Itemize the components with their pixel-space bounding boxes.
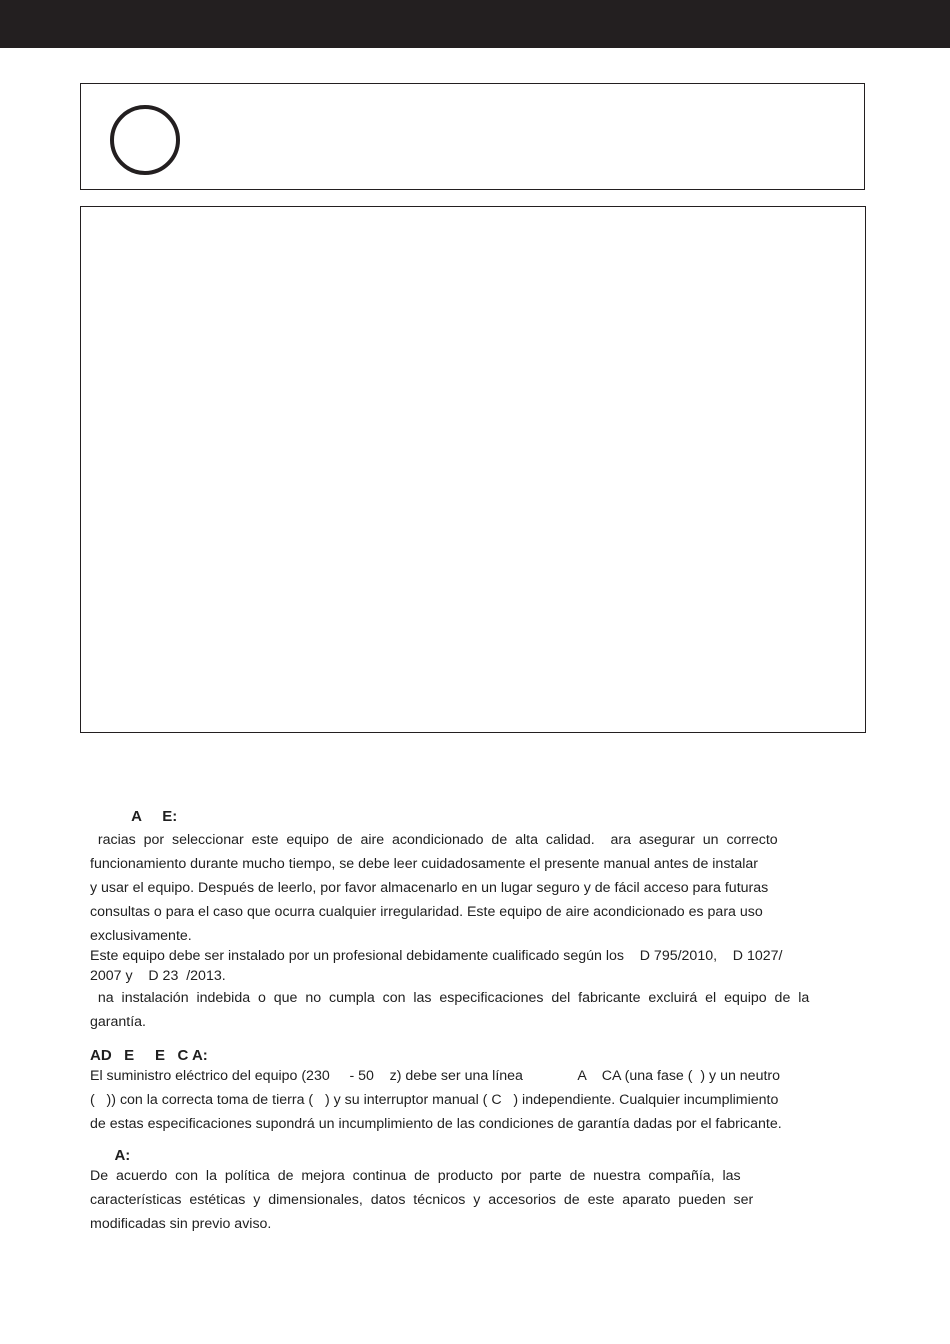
- electrical-paragraph: [90, 1064, 842, 1136]
- text-line: modificadas sin previo aviso.: [90, 1216, 272, 1232]
- important-paragraph-3: [90, 986, 842, 1034]
- document-text: [90, 806, 842, 1236]
- text-line: características estéticas y dimensionales, datos técnicos y accesorios de este aparato pueden ser: [90, 1192, 754, 1208]
- text-line: El suministro eléctrico del equipo (230 - 50 z) debe ser una línea A CA (una fase ( ) y un neutro: [90, 1068, 781, 1084]
- important-heading: A E:: [90, 808, 178, 825]
- circle-outline-icon: [110, 105, 180, 175]
- text-line: na instalación indebida o que no cumpla con las especificaciones del fabricante excluirá el equipo de la: [90, 990, 810, 1006]
- text-line: ( )) con la correcta toma de tierra ( ) y su interruptor manual ( C ) independiente. Cualquier incumplimiento: [90, 1092, 779, 1108]
- image-frame: [80, 206, 866, 733]
- notice-heading: A:: [90, 1147, 131, 1164]
- notice-paragraph: [90, 1164, 842, 1236]
- electrical-heading: AD E E C A:: [90, 1047, 208, 1064]
- text-line: garantía.: [90, 1014, 147, 1030]
- text-line: 2007 y D 23 /2013.: [90, 968, 226, 984]
- important-paragraph-1: [90, 828, 842, 948]
- important-paragraph-2: [90, 946, 842, 986]
- text-line: De acuerdo con la política de mejora continua de producto por parte de nuestra compañía, las: [90, 1168, 741, 1184]
- text-line: y usar el equipo. Después de leerlo, por favor almacenarlo en un lugar seguro y de fácil acceso para futuras: [90, 880, 769, 896]
- text-line: consultas o para el caso que ocurra cualquier irregularidad. Este equipo de aire acondicionado es para uso: [90, 904, 763, 920]
- text-line: racias por seleccionar este equipo de aire acondicionado de alta calidad. ara asegurar un correcto: [90, 832, 778, 848]
- text-line: exclusivamente.: [90, 928, 192, 944]
- header-bar: [0, 0, 950, 48]
- text-line: funcionamiento durante mucho tiempo, se debe leer cuidadosamente el presente manual antes de instalar: [90, 856, 759, 872]
- logo-panel: [80, 83, 865, 190]
- text-line: de estas especificaciones supondrá un incumplimiento de las condiciones de garantía dadas por el fabricante.: [90, 1116, 782, 1132]
- text-line: Este equipo debe ser instalado por un profesional debidamente cualificado según los D 795/2010, D 1027/: [90, 948, 783, 964]
